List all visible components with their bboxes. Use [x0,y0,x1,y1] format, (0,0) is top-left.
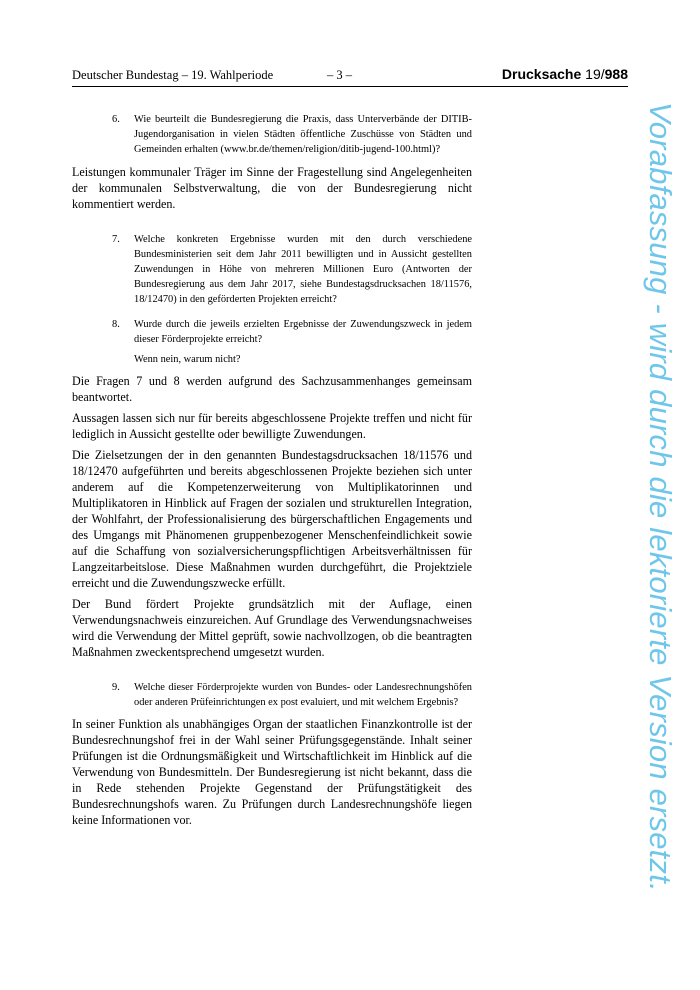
preliminary-version-watermark [640,102,680,902]
question-number: 8. [112,319,120,330]
document-label: Drucksache [501,66,582,82]
question-8-subquestion: Wenn nein, warum nicht? [134,354,241,365]
document-number-value: 988 [604,66,628,82]
watermark-text: Vorabfassung - wird durch die lektorierte Version ersetzt. [643,102,678,892]
answer-6: Leistungen kommunaler Träger im Sinne der Fragestellung sind Angelegenheiten der kommunalen Selbstverwaltung, die von der Bundesregierung nicht kommentiert werden. [72,165,472,211]
answer-7-8-scope: Aussagen lassen sich nur für bereits abgeschlossene Projekte treffen und nicht für lediglich in Aussicht gestellte oder bewilligte Zuwendungen. [72,411,472,441]
page-number: – 3 – [327,68,352,82]
question-number: 7. [112,234,120,245]
question-text: Wurde durch die jeweils erzielten Ergebnisse der Zuwendungszweck in jedem dieser Förderprojekte erreicht? [134,319,472,345]
question-number: 6. [112,114,120,125]
answer-7-8-objectives: Die Zielsetzungen der in den genannten Bundestagsdrucksachen 18/11576 und 18/12470 aufgeführten und bereits abgeschlossenen Projekte beziehen sich unter anderem auf die Kompetenzerweiterung von Multiplikatorinnen und Multiplikatoren in Hinblick auf Fragen der sozialen und strukturellen Integration, der Wohlfahrt, der Professionalisierung des bürgerschaftlichen Engagements und des Umgangs mit Phänomenen gruppenbezogener Menschenfeindlichkeit sowie auf die Schaffung von sozialversicherungspflichtigen Arbeitsverhältnissen für Langzeitarbeitslose. Diese Maßnahmen wurden durchgeführt, die Projektziele erreicht und die Zuwendungszwecke erfüllt. [72,448,472,590]
document-number-prefix: 19/ [585,66,605,82]
document-number [502,66,628,82]
page-header [72,66,628,87]
question-number: 9. [112,682,120,693]
answer-7-8-intro: Die Fragen 7 und 8 werden aufgrund des Sachzusammenhanges gemeinsam beantwortet. [72,374,472,404]
header-publisher: Deutscher Bundestag – 19. Wahlperiode [72,68,274,82]
question-text: Welche konkreten Ergebnisse wurden mit den durch verschiedene Bundesministerien seit dem Jahr 2011 bewilligten und in Aussicht gestellten Zuwendungen in Höhe von mehreren Millionen Euro (Antworten der Bundesregierung aus dem Jahr 2017, siehe Bundestagsdrucksachen 18/11576, 18/12470) in den geförderten Projekten erreicht? [134,234,472,305]
question-text: Wie beurteilt die Bundesregierung die Praxis, dass Unterverbände der DITIB-Jugendorganisation in vielen Städten öffentliche Zuschüsse von Städten und Gemeinden erhalten (www.br.de/themen/religion/ditib-jugend-100.html)? [134,114,472,155]
document-body [72,112,472,828]
question-7 [112,232,472,307]
question-text: Welche dieser Förderprojekte wurden von Bundes- oder Landesrechnungshöfen oder anderen Prüfeinrichtungen ex post evaluiert, und mit welchem Ergebnis? [134,682,472,708]
question-9 [112,680,472,710]
question-6 [112,112,472,157]
answer-7-8-verification: Der Bund fördert Projekte grundsätzlich mit der Auflage, einen Verwendungsnachweis einzureichen. Auf Grundlage des Verwendungsnachweises wird die Verwendung der Mittel geprüft, sowie nachvollzogen, ob die beantragten Maßnahmen zweckentsprechend umgesetzt wurden. [72,597,472,659]
answer-9: In seiner Funktion als unabhängiges Organ der staatlichen Finanzkontrolle ist der Bundesrechnungshof frei in der Wahl seiner Prüfungsgegenstände. Inhalt seiner Prüfungen ist die Ordnungsmäßigkeit und Wirtschaftlichkeit im Hinblick auf die Verwendung von Bundesmitteln. Der Bundesregierung ist nicht bekannt, dass die in Rede stehenden Projekte Gegenstand der Prüfungstätigkeit des Bundesrechnungshofs waren. Zu Prüfungen durch Landesrechnungshöfe liegen keine Informationen vor. [72,717,472,827]
question-8 [112,317,472,347]
